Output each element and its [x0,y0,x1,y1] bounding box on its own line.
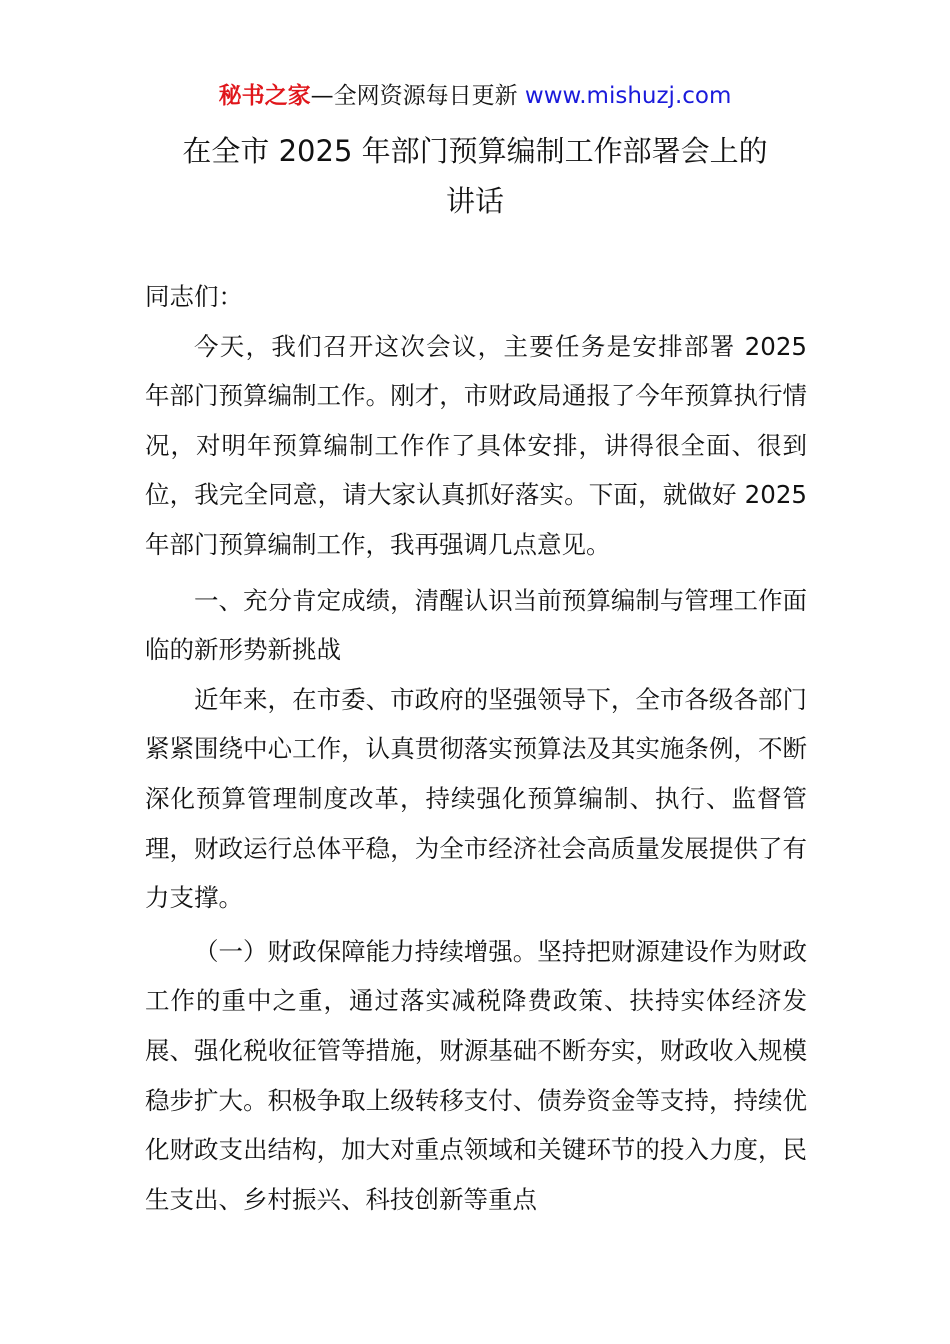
header-tagline: —全网资源每日更新 [310,83,525,109]
paragraph-fiscal-capacity: （一）财政保障能力持续增强。坚持把财源建设作为财政工作的重中之重，通过落实减税降费政策、扶持实体经济发展、强化税收征管等措施，财源基础不断夯实，财政收入规模稳步扩大。积极争取上级转移支付、债券资金等支持，持续优化财政支出结构，加大对重点领域和关键环节的投入力度，民生支出、乡村振兴、科技创新等重点 [145,936,807,1214]
paragraph-intro: 今天，我们召开这次会议，主要任务是安排部署 2025 年部门预算编制工作。刚才，市财政局通报了今年预算执行情况，对明年预算编制工作作了具体安排，讲得很全面、很到位，我完全同意，请大家认真抓好落实。下面，就做好 2025 年部门预算编制工作，我再强调几点意见。 [145,331,807,559]
document-body [145,272,807,1224]
section-heading-1: 一、充分肯定成绩，清醒认识当前预算编制与管理工作面临的新形势新挑战 [145,585,807,665]
title-line-1: 在全市 2025 年部门预算编制工作部署会上的 [182,134,768,168]
document-title [120,126,830,226]
paragraph-achievements: 近年来，在市委、市政府的坚强领导下，全市各级各部门紧紧围绕中心工作，认真贯彻落实预算法及其实施条例，不断深化预算管理制度改革，持续强化预算编制、执行、监督管理，财政运行总体平稳，为全市经济社会高质量发展提供了有力支撑。 [145,684,807,913]
title-line-2: 讲话 [445,184,504,218]
brand-name: 秘书之家 [218,83,311,109]
site-header [0,80,950,112]
site-url-link[interactable]: www.mishuzj.com [524,83,732,109]
salutation: 同志们： [145,282,243,311]
